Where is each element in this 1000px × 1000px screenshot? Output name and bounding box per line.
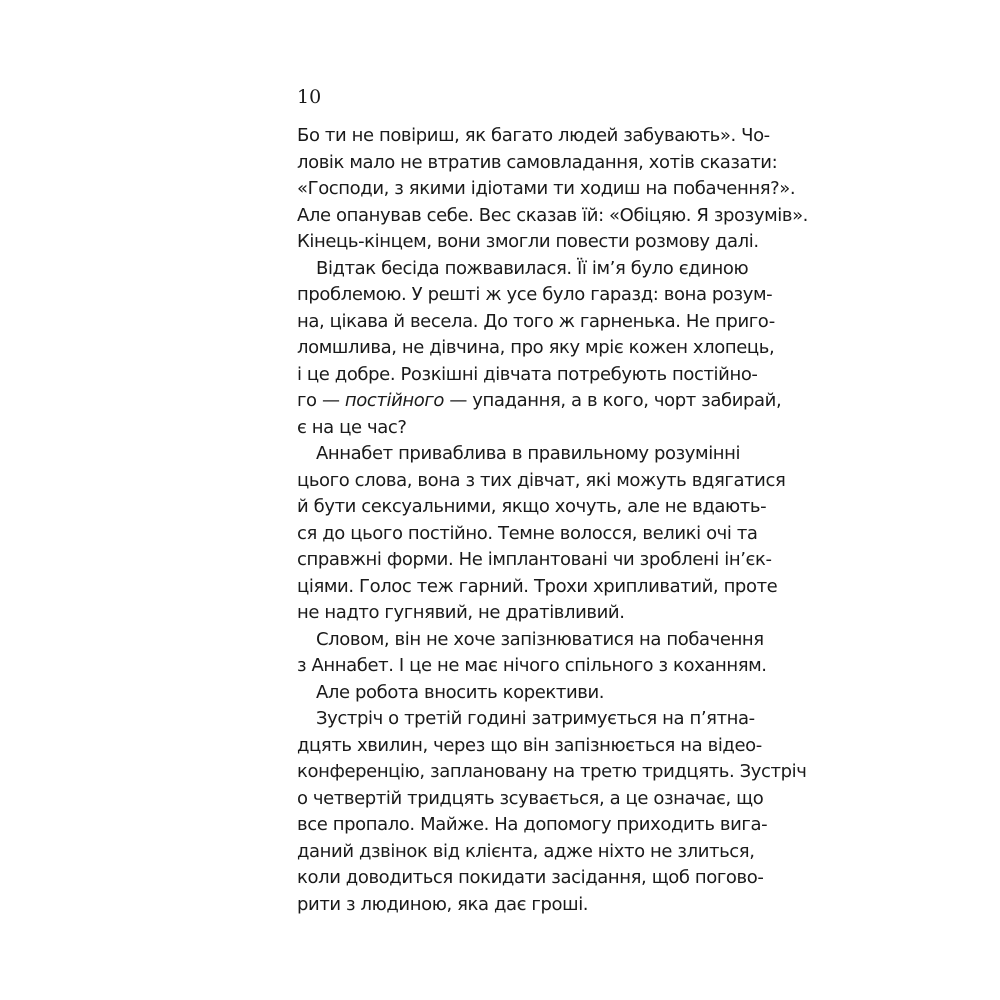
- text-line: Але робота вносить корективи.: [316, 681, 605, 703]
- text-line: рити з людиною, яка дає гроші.: [297, 893, 589, 915]
- text-line: Аннабет приваблива в правильному розумінні: [316, 443, 741, 464]
- text-line: Бо ти не повіриш, як багато людей забувають». Чо-: [297, 125, 770, 146]
- text-line: даний дзвінок від клієнта, адже ніхто не злиться,: [297, 840, 755, 862]
- text-line: справжні форми. Не імплантовані чи зроблені ін’єк-: [297, 549, 772, 570]
- page-number: 10: [297, 86, 322, 108]
- text-line: дцять хвилин, через що він запізнюється на відео-: [297, 734, 762, 756]
- text-line: Словом, він не хоче запізнюватися на побачення: [316, 628, 764, 650]
- text-line: проблемою. У решті ж усе було гаразд: вона розум-: [297, 284, 773, 305]
- text-line: і це добре. Розкішні дівчата потребують постійно-: [297, 363, 758, 385]
- text-line: ціями. Голос теж гарний. Трохи хрипливатий, проте: [297, 575, 778, 597]
- text-line: з Аннабет. І це не має нічого спільного з коханням.: [297, 655, 767, 676]
- text-segment: го —: [297, 390, 345, 411]
- text-line: Кінець-кінцем, вони змогли повести розмову далі.: [297, 231, 759, 252]
- text-line: о четвертій тридцять зсувається, а це означає, що: [297, 787, 764, 809]
- text-line: Відтак бесіда пожвавилася. Її ім’я було єдиною: [316, 257, 749, 279]
- italic-emphasis: постійного: [344, 390, 445, 411]
- text-line: й бути сексуальними, якщо хочуть, але не вдають-: [297, 496, 767, 517]
- text-line-with-italic: [297, 388, 782, 415]
- text-line: коли доводиться покидати засідання, щоб погово-: [297, 867, 764, 888]
- text-line: «Господи, з якими ідіотами ти ходиш на побачення?».: [297, 178, 796, 199]
- text-line: не надто гугнявий, не дратівливий.: [297, 602, 625, 623]
- text-line: ся до цього постійно. Темне волосся, великі очі та: [297, 522, 758, 544]
- text-line: все пропало. Майже. На допомогу приходить вига-: [297, 814, 768, 835]
- text-line: є на це час?: [297, 416, 407, 438]
- text-line: цього слова, вона з тих дівчат, які можуть вдягатися: [297, 469, 786, 491]
- text-line: Зустріч о третій годині затримується на п’ятна-: [316, 708, 755, 729]
- text-line: Але опанував себе. Вес сказав їй: «Обіцяю. Я зрозумів».: [297, 204, 809, 226]
- text-line: ловік мало не втратив самовладання, хотів сказати:: [297, 151, 778, 173]
- text-line: ломшлива, не дівчина, про яку мріє кожен хлопець,: [297, 337, 775, 358]
- text-segment: — упадання, а в кого, чорт забирай,: [444, 390, 782, 411]
- text-line: конференцію, заплановану на третю тридцять. Зустріч: [297, 761, 807, 782]
- body-text: [297, 123, 809, 918]
- text-line: на, цікава й весела. До того ж гарненька. Не пригo-: [297, 310, 775, 332]
